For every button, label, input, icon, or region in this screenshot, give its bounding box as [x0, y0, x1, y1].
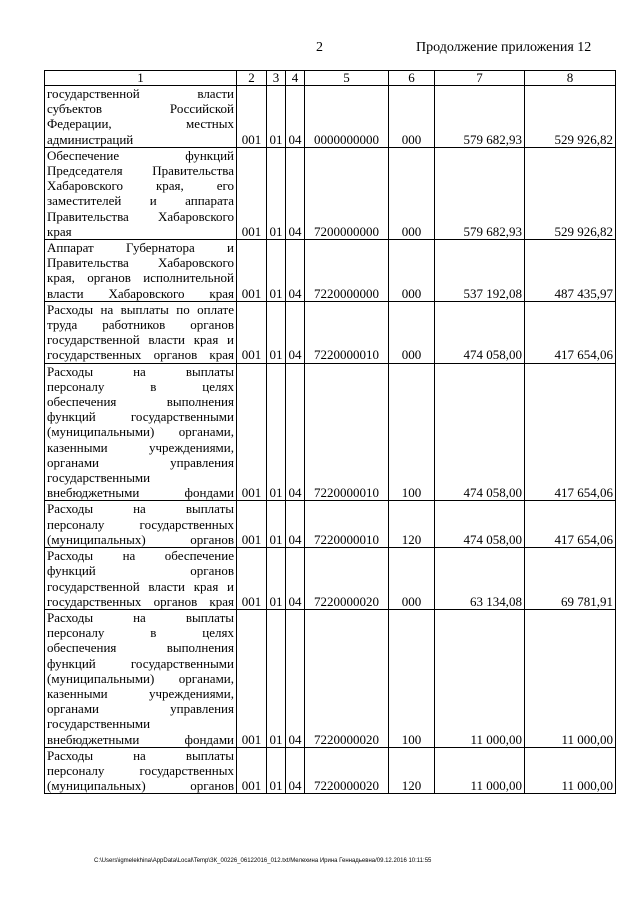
expense-type-cell: 000: [389, 86, 435, 148]
table-row: [45, 609, 616, 747]
table-row: [45, 147, 616, 239]
code-cell: 001: [237, 240, 267, 302]
expense-type-cell: 120: [389, 747, 435, 794]
row-name-cell: Расходы на обеспечение функций органов государственной власти края и государственных органов края: [45, 548, 237, 610]
amount-cell: 417 654,06: [525, 363, 616, 501]
amount-cell: 474 058,00: [435, 501, 525, 548]
target-article-cell: 7220000010: [305, 363, 389, 501]
row-name-cell: Расходы на выплаты персоналу в целях обеспечения выполнения функций государственными (муниципальными) органами, казенными учреждениями, органами управления государственными внебюджетными фондами: [45, 363, 237, 501]
row-name-cell: государственной власти субъектов Российской Федерации, местных администраций: [45, 86, 237, 148]
code-cell: 001: [237, 301, 267, 363]
expense-type-cell: 000: [389, 548, 435, 610]
target-article-cell: 7220000020: [305, 747, 389, 794]
section-cell: 01: [267, 501, 286, 548]
row-name-cell: Обеспечение функций Председателя Правительства Хабаровского края, его заместителей и аппарата Правительства Хабаровского края: [45, 147, 237, 239]
column-header: 8: [525, 71, 616, 86]
appendix-continuation: Продолжение приложения 12: [416, 40, 592, 55]
table-row: [45, 86, 616, 148]
code-cell: 001: [237, 747, 267, 794]
section-cell: 01: [267, 301, 286, 363]
amount-cell: 529 926,82: [525, 86, 616, 148]
amount-cell: 579 682,93: [435, 147, 525, 239]
target-article-cell: 7220000020: [305, 548, 389, 610]
code-cell: 001: [237, 147, 267, 239]
column-header: 2: [237, 71, 267, 86]
row-name-cell: Расходы на выплаты по оплате труда работников органов государственной власти края и государственных органов края: [45, 301, 237, 363]
target-article-cell: 7220000000: [305, 240, 389, 302]
target-article-cell: 7220000010: [305, 301, 389, 363]
amount-cell: 474 058,00: [435, 363, 525, 501]
code-cell: 001: [237, 86, 267, 148]
column-numbers-row: [45, 71, 616, 86]
row-name-cell: Аппарат Губернатора и Правительства Хабаровского края, органов исполнительной власти Хабаровского края: [45, 240, 237, 302]
code-cell: 001: [237, 609, 267, 747]
target-article-cell: 7200000000: [305, 147, 389, 239]
amount-cell: 487 435,97: [525, 240, 616, 302]
expense-type-cell: 000: [389, 147, 435, 239]
amount-cell: 63 134,08: [435, 548, 525, 610]
row-name-cell: Расходы на выплаты персоналу государственных (муниципальных) органов: [45, 501, 237, 548]
code-cell: 001: [237, 548, 267, 610]
table-row: [45, 240, 616, 302]
table-body: [45, 86, 616, 794]
subsection-cell: 04: [286, 86, 305, 148]
subsection-cell: 04: [286, 240, 305, 302]
row-name-cell: Расходы на выплаты персоналу в целях обеспечения выполнения функций государственными (муниципальными) органами, казенными учреждениями, органами управления государственными внебюджетными фондами: [45, 609, 237, 747]
subsection-cell: 04: [286, 147, 305, 239]
table-row: [45, 747, 616, 794]
code-cell: 001: [237, 501, 267, 548]
section-cell: 01: [267, 363, 286, 501]
table-row: [45, 363, 616, 501]
amount-cell: 529 926,82: [525, 147, 616, 239]
file-path-footer: C:\Users\igmelekhina\AppData\Local\Temp\ЗК_00226_06122016_012.txt/Мелехина Ирина Геннадьевна/09.12.2016 10:11:55: [94, 858, 432, 864]
subsection-cell: 04: [286, 363, 305, 501]
expense-type-cell: 100: [389, 363, 435, 501]
amount-cell: 11 000,00: [525, 747, 616, 794]
section-cell: 01: [267, 147, 286, 239]
section-cell: 01: [267, 240, 286, 302]
page-number: 2: [316, 40, 323, 55]
column-header: 5: [305, 71, 389, 86]
expense-type-cell: 120: [389, 501, 435, 548]
column-header: 4: [286, 71, 305, 86]
subsection-cell: 04: [286, 747, 305, 794]
section-cell: 01: [267, 609, 286, 747]
section-cell: 01: [267, 548, 286, 610]
amount-cell: 417 654,06: [525, 501, 616, 548]
table-row: [45, 301, 616, 363]
code-cell: 001: [237, 363, 267, 501]
target-article-cell: 7220000020: [305, 609, 389, 747]
budget-table: [44, 70, 616, 794]
amount-cell: 579 682,93: [435, 86, 525, 148]
column-header: 6: [389, 71, 435, 86]
column-header: 7: [435, 71, 525, 86]
table-row: [45, 501, 616, 548]
amount-cell: 537 192,08: [435, 240, 525, 302]
subsection-cell: 04: [286, 548, 305, 610]
section-cell: 01: [267, 86, 286, 148]
target-article-cell: 7220000010: [305, 501, 389, 548]
column-header: 3: [267, 71, 286, 86]
amount-cell: 11 000,00: [525, 609, 616, 747]
expense-type-cell: 000: [389, 301, 435, 363]
subsection-cell: 04: [286, 501, 305, 548]
column-header: 1: [45, 71, 237, 86]
amount-cell: 417 654,06: [525, 301, 616, 363]
amount-cell: 474 058,00: [435, 301, 525, 363]
section-cell: 01: [267, 747, 286, 794]
expense-type-cell: 000: [389, 240, 435, 302]
target-article-cell: 0000000000: [305, 86, 389, 148]
amount-cell: 11 000,00: [435, 609, 525, 747]
expense-type-cell: 100: [389, 609, 435, 747]
amount-cell: 69 781,91: [525, 548, 616, 610]
row-name-cell: Расходы на выплаты персоналу государственных (муниципальных) органов: [45, 747, 237, 794]
subsection-cell: 04: [286, 609, 305, 747]
amount-cell: 11 000,00: [435, 747, 525, 794]
table-row: [45, 548, 616, 610]
subsection-cell: 04: [286, 301, 305, 363]
